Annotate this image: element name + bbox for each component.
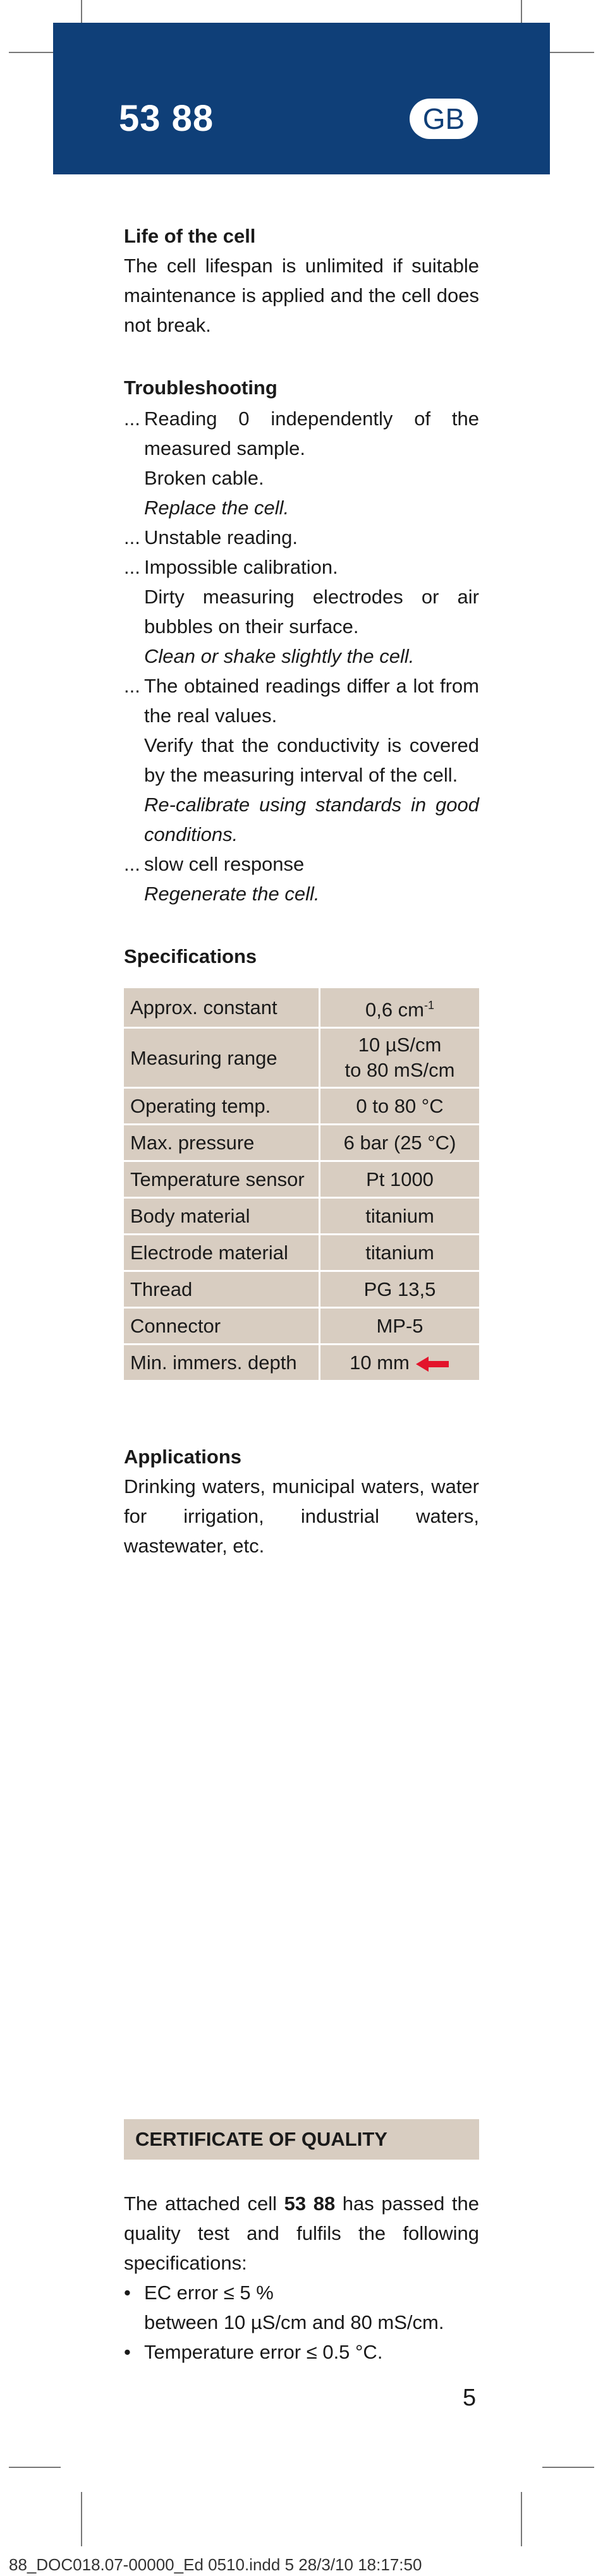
life-text: The cell lifespan is unlimited if suitable maintenance is applied and the cell does not break. xyxy=(124,255,479,336)
crop-mark-bottom-left xyxy=(81,2492,82,2546)
spec-value: Pt 1000 xyxy=(320,1162,479,1197)
troubleshooting-item: ... The obtained readings differ a lot from the real values. Verify that the conductivity is covered by the measuring interval of the cell. Re-calibrate using standards in good conditions. xyxy=(124,671,479,849)
spec-value: PG 13,5 xyxy=(320,1272,479,1307)
applications-text: Drinking waters, municipal waters, water for irrigation, industrial waters, wastewater, etc. xyxy=(124,1475,479,1557)
crop-mark-bottom-right xyxy=(521,2492,522,2546)
problem-text: Impossible calibration. xyxy=(144,556,338,578)
model-number: 53 88 xyxy=(119,98,214,139)
problem-text: Reading 0 independently of the measured sample. xyxy=(144,408,479,459)
crop-mark-bottom-right-h xyxy=(542,2467,594,2468)
list-item: • EC error ≤ 5 % between 10 µS/cm and 80 mS/cm. xyxy=(124,2278,479,2337)
list-item: • Temperature error ≤ 0.5 °C. xyxy=(124,2337,479,2367)
troubleshooting-title: Troubleshooting xyxy=(124,377,277,399)
spec-value: 0,6 $cm^{-1}$ xyxy=(320,988,479,1027)
spec-value: 0 to 80 °C xyxy=(320,1089,479,1123)
certificate-list xyxy=(124,2278,479,2367)
spec-label: Temperature sensor xyxy=(124,1162,320,1197)
action-text: Replace the cell. xyxy=(144,497,289,519)
table-row xyxy=(124,1309,479,1343)
spec-label: Connector xyxy=(124,1309,320,1343)
life-section xyxy=(124,221,479,340)
life-title: Life of the cell xyxy=(124,225,256,247)
applications-section xyxy=(124,1442,479,1561)
bullet-icon: • xyxy=(124,2282,131,2304)
spec-label: Max. pressure xyxy=(124,1125,320,1160)
table-row xyxy=(124,1235,479,1270)
spec-label: Electrode material xyxy=(124,1235,320,1270)
spec-label: Min. immers. depth xyxy=(124,1345,320,1380)
spec-value: MP-5 xyxy=(320,1309,479,1343)
troubleshooting-section xyxy=(124,373,479,909)
crop-mark-bottom-left-h xyxy=(9,2467,61,2468)
troubleshooting-item: ... Reading 0 independently of the measured sample. Broken cable. Replace the cell. xyxy=(124,404,479,523)
table-row xyxy=(124,1199,479,1233)
table-row xyxy=(124,1125,479,1160)
spec-value: titanium xyxy=(320,1235,479,1270)
page-number: 5 xyxy=(463,2385,477,2411)
cause-text: Broken cable. xyxy=(144,467,264,489)
table-row xyxy=(124,1272,479,1307)
troubleshooting-item: ... Impossible calibration. Dirty measuring electrodes or air bubbles on their surface. Clean or shake slightly the cell. xyxy=(124,552,479,671)
troubleshooting-item: ... slow cell response Regenerate the cell. xyxy=(124,849,479,909)
specifications-section xyxy=(124,941,479,1382)
spec-label: Measuring range xyxy=(124,1029,320,1087)
certificate-model: 53 88 xyxy=(284,2192,336,2215)
spec-value: 10 µS/cm to 80 mS/cm xyxy=(320,1029,479,1087)
specifications-title: Specifications xyxy=(124,945,257,967)
footer-slug: 88_DOC018.07-00000_Ed 0510.indd 5 28/3/10 18:17:50 xyxy=(9,2555,422,2574)
problem-text: The obtained readings differ a lot from the real values. xyxy=(144,675,479,727)
table-row xyxy=(124,1345,479,1380)
action-text: Regenerate the cell. xyxy=(144,883,320,905)
action-text: Clean or shake slightly the cell. xyxy=(144,645,415,667)
cause-text: Dirty measuring electrodes or air bubbles on their surface. xyxy=(144,586,479,638)
problem-text: slow cell response xyxy=(144,853,305,875)
page-header xyxy=(53,23,550,174)
spec-value: titanium xyxy=(320,1199,479,1233)
certificate-title: CERTIFICATE OF QUALITY xyxy=(124,2119,479,2160)
language-badge: GB xyxy=(410,99,478,139)
bullet-icon: • xyxy=(124,2341,131,2363)
troubleshooting-item: ... Unstable reading. xyxy=(124,523,479,552)
table-row xyxy=(124,1162,479,1197)
spec-label: Operating temp. xyxy=(124,1089,320,1123)
action-text: Re-calibrate using standards in good conditions. xyxy=(144,794,479,845)
table-row xyxy=(124,988,479,1027)
applications-title: Applications xyxy=(124,1446,242,1468)
crop-mark-top-right-h xyxy=(542,52,594,53)
certificate-intro: The attached cell 53 88 has passed the quality test and fulfils the following specifications: xyxy=(124,2192,480,2274)
cause-text: Verify that the conductivity is covered by the measuring interval of the cell. xyxy=(144,734,479,786)
certificate-section xyxy=(124,2189,479,2367)
spec-label: Thread xyxy=(124,1272,320,1307)
table-row xyxy=(124,1089,479,1123)
spec-label: Approx. constant xyxy=(124,988,320,1027)
specifications-table xyxy=(124,986,479,1382)
problem-text: Unstable reading. xyxy=(144,526,298,548)
spec-value: 6 bar (25 °C) xyxy=(320,1125,479,1160)
table-row xyxy=(124,1029,479,1087)
red-arrow-icon xyxy=(415,1355,450,1373)
spec-label: Body material xyxy=(124,1199,320,1233)
spec-value: 10 mm xyxy=(320,1345,479,1380)
